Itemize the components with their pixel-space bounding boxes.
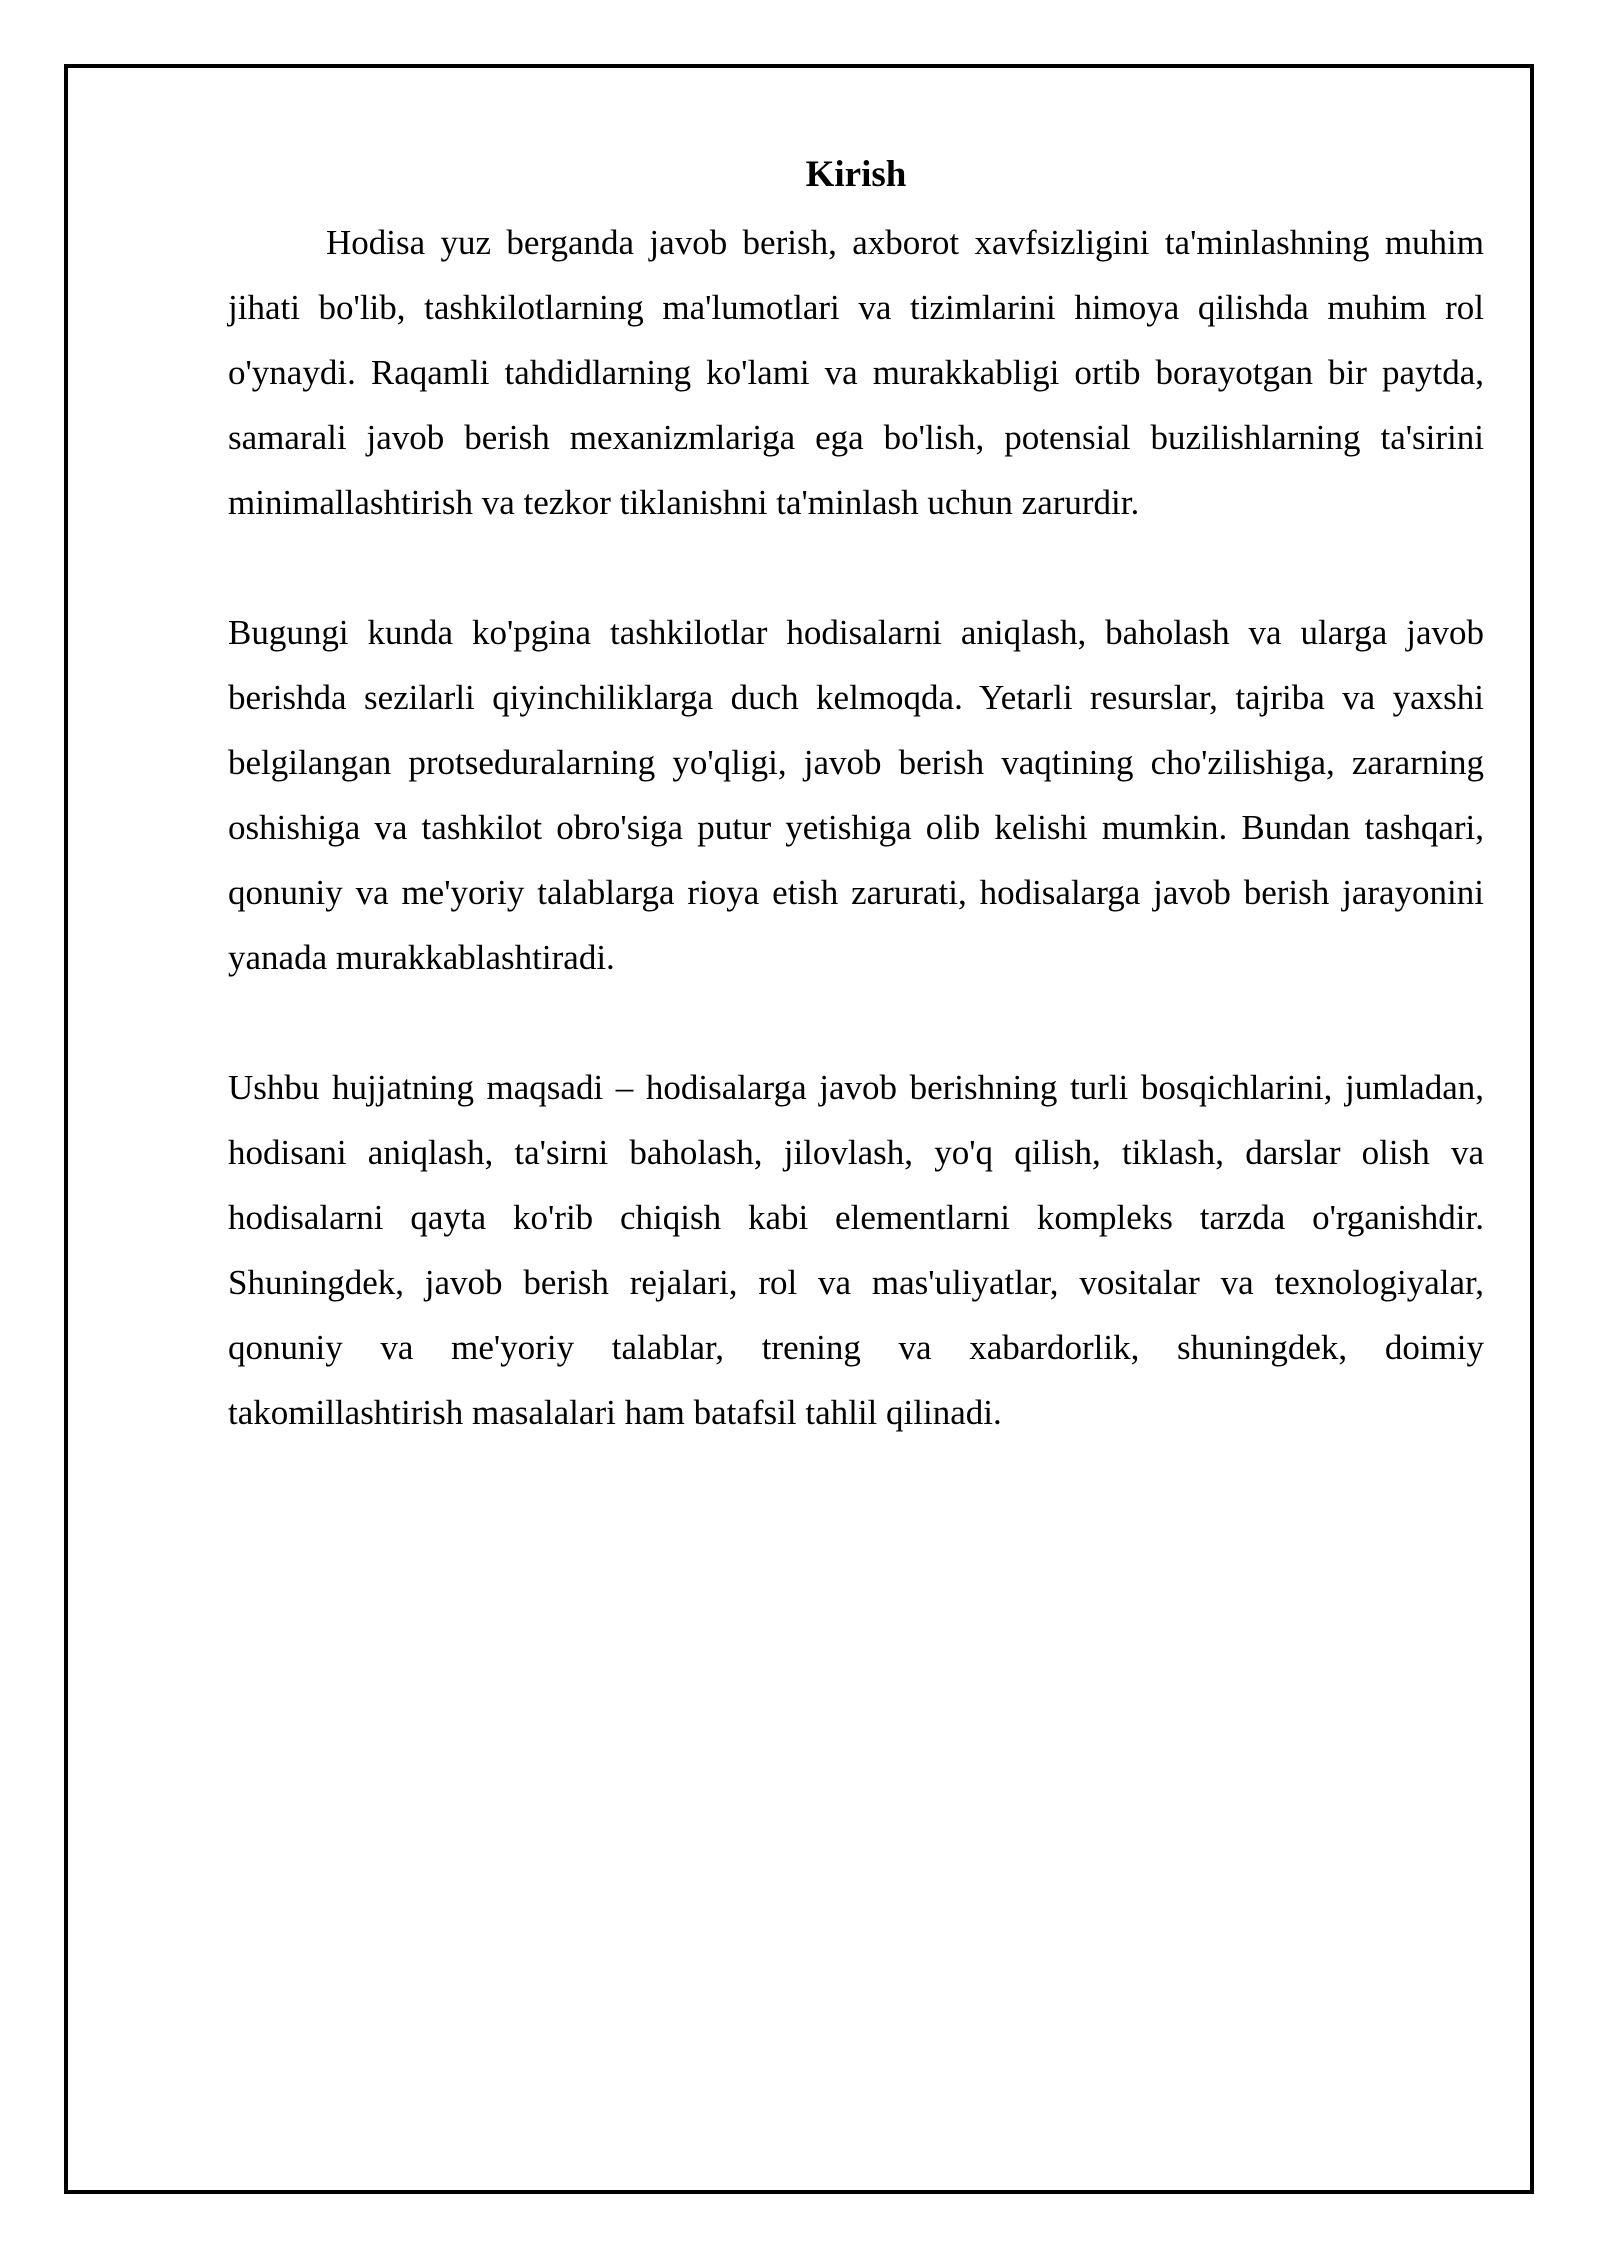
paragraph-spacer — [228, 535, 1484, 600]
paragraph-challenges: Bugungi kunda ko'pgina tashkilotlar hodisalarni aniqlash, baholash va ularga javob berishda sezilarli qiyinchiliklarga duch kelmoqda. Yetarli resurslar, tajriba va yaxshi belgilangan protseduralarning yo'qligi, javob berish vaqtining cho'zilishiga, zararning oshishiga va tashkilot obro'siga putur yetishiga olib kelishi mumkin. Bundan tashqari, qonuniy va me'yoriy talablarga rioya etish zarurati, hodisalarga javob berish jarayonini yanada murakkablashtiradi. — [228, 613, 1484, 977]
paragraph-spacer — [228, 990, 1484, 1055]
document-title: Kirish — [805, 154, 907, 195]
paragraph-purpose: Ushbu hujjatning maqsadi – hodisalarga javob berishning turli bosqichlarini, jumladan, hodisani aniqlash, ta'sirni baholash, jilovlash, yo'q qilish, tiklash, darslar olish va hodisalarni qayta ko'rib chiqish kabi elementlarni kompleks tarzda o'rganishdir. Shuningdek, javob berish rejalari, rol va mas'uliyatlar, vositalar va texnologiyalar, qonuniy va me'yoriy talablar, trening va xabardorlik, shuningdek, doimiy takomillashtirish masalalari ham batafsil tahlil qilinadi. — [228, 1068, 1484, 1432]
paragraph-intro: Hodisa yuz berganda javob berish, axborot xavfsizligini ta'minlashning muhim jihati bo'lib, tashkilotlarning ma'lumotlari va tizimlarini himoya qilishda muhim rol o'ynaydi. Raqamli tahdidlarning ko'lami va murakkabligi ortib borayotgan bir paytda, samarali javob berish mexanizmlariga ega bo'lish, potensial buzilishlarning ta'sirini minimallashtirish va tezkor tiklanishni ta'minlash uchun zarurdir. — [228, 223, 1484, 522]
document-body — [228, 148, 1484, 1445]
